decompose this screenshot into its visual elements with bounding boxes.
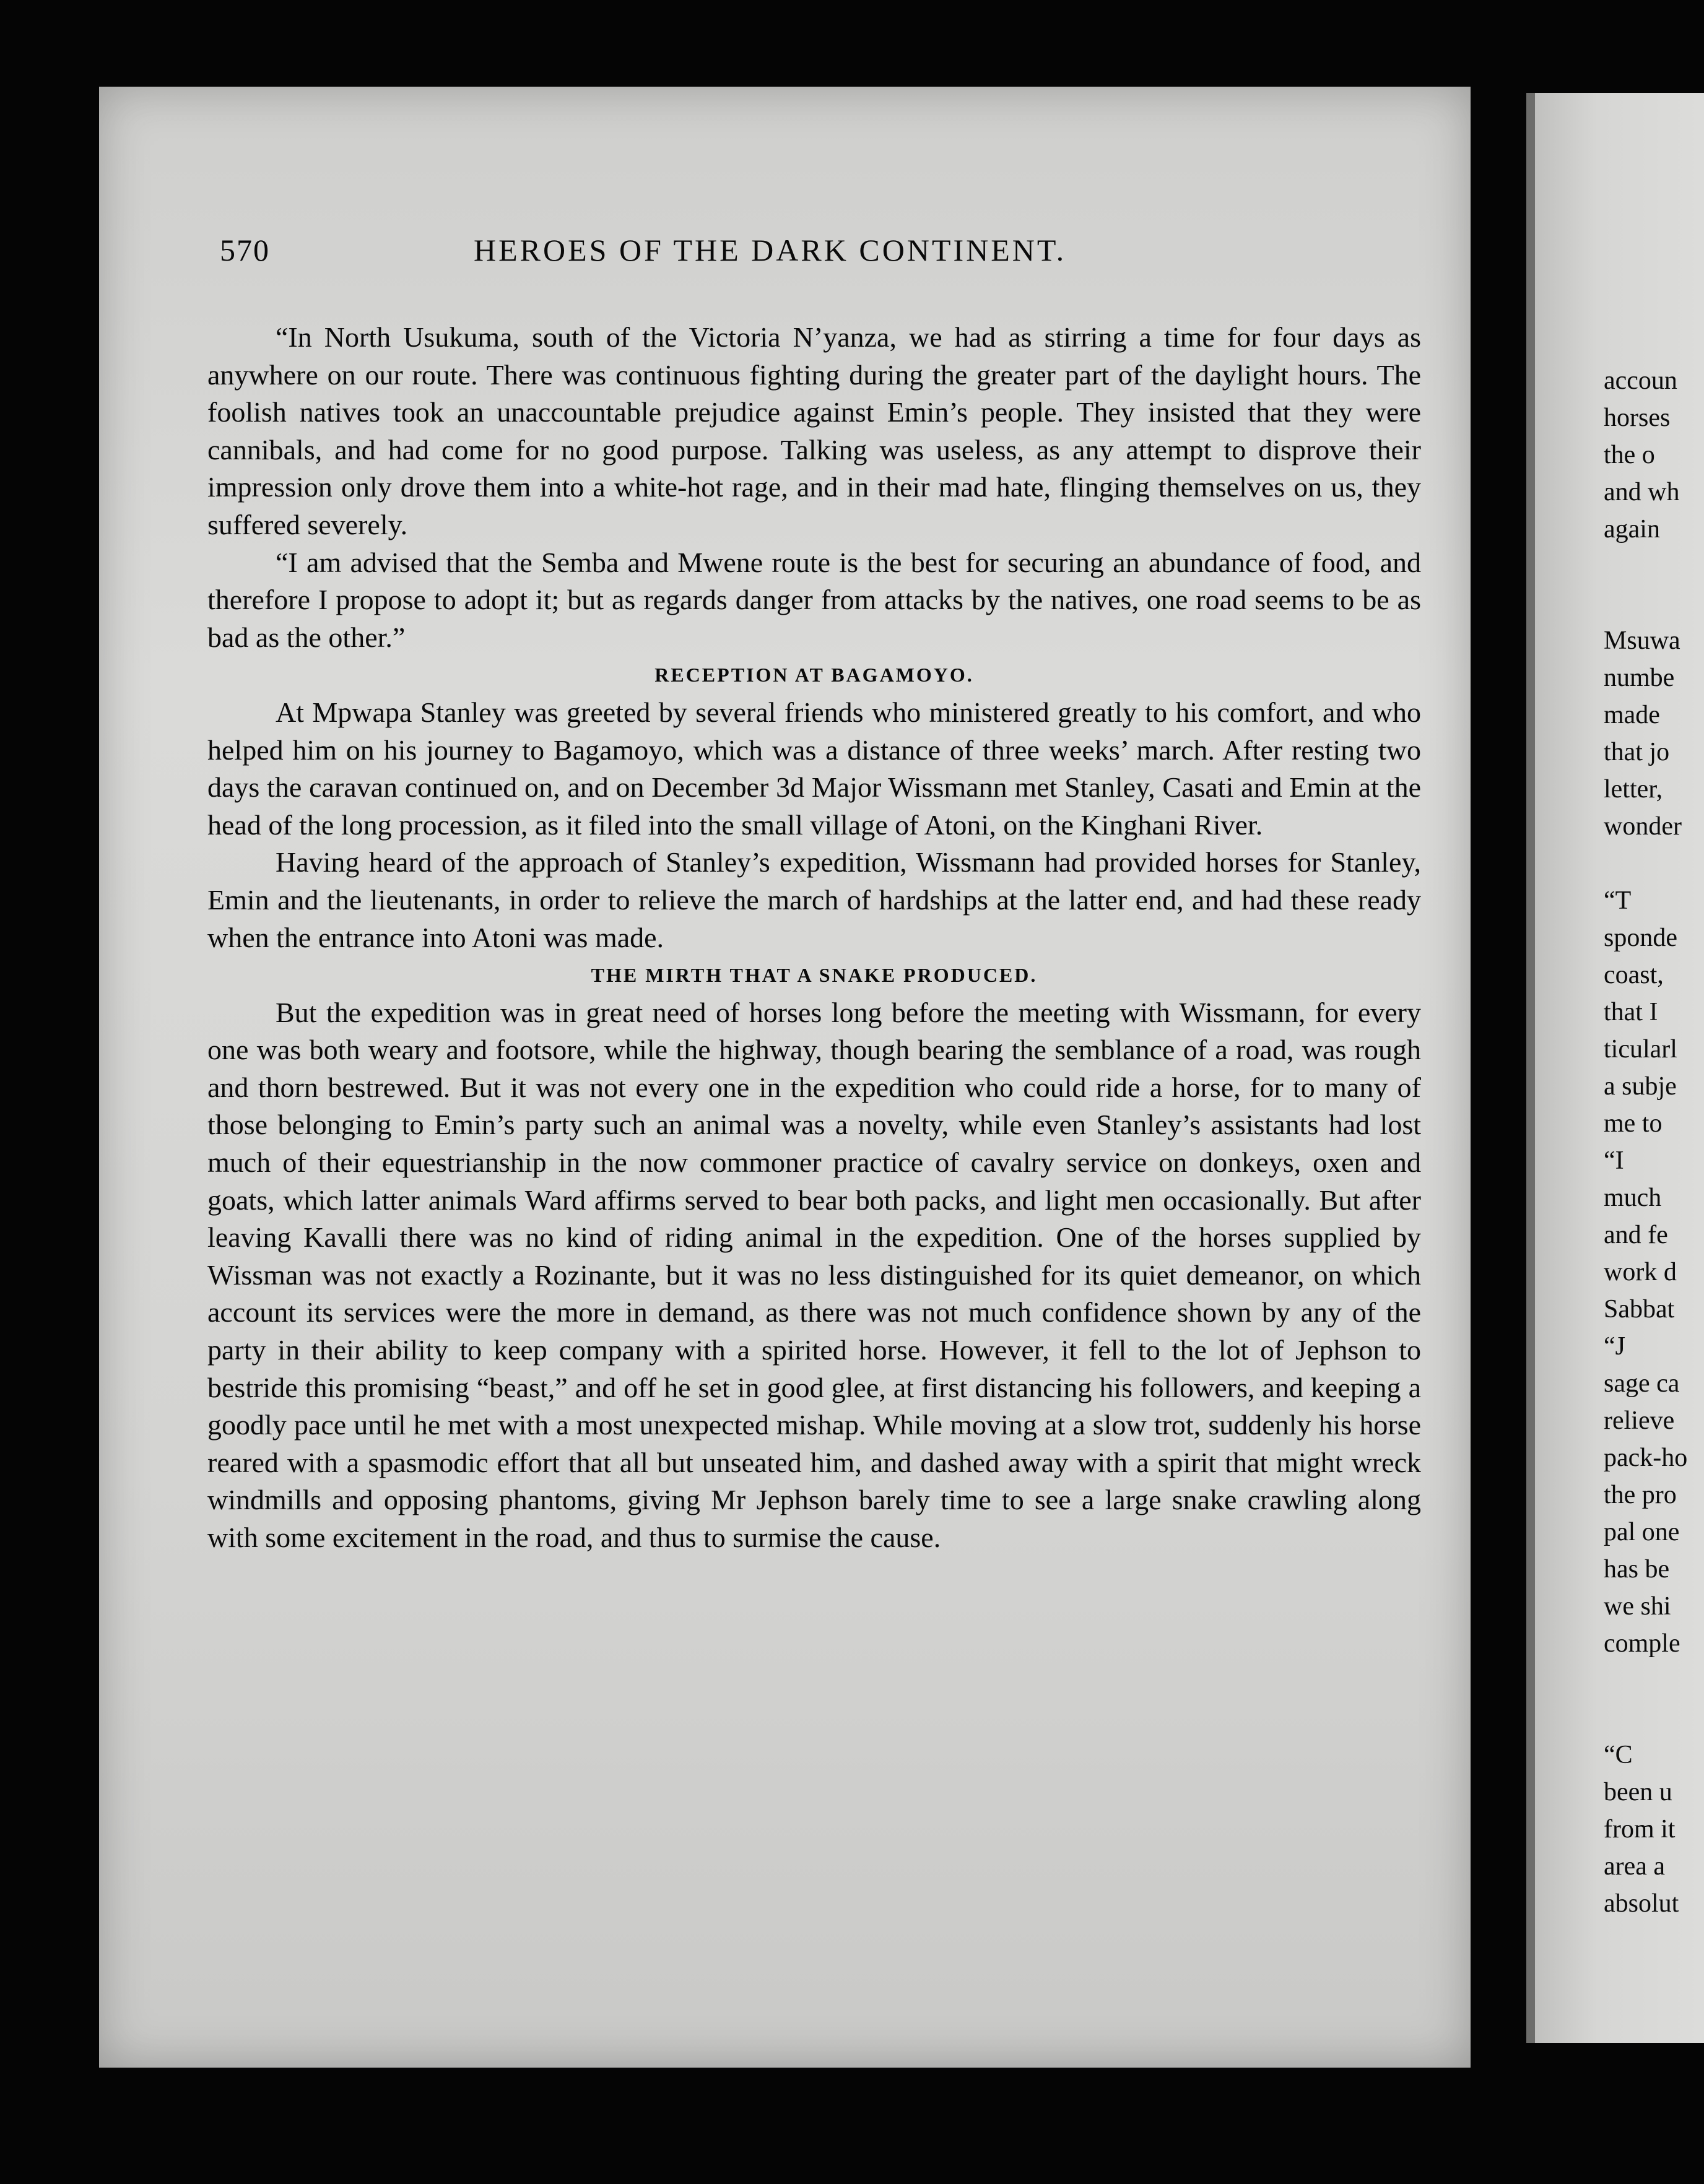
facing-page-line: again: [1604, 515, 1660, 544]
facing-page-line: that jo: [1604, 738, 1670, 766]
section-heading: RECEPTION AT BAGAMOYO.: [654, 664, 974, 687]
facing-page-line: [1604, 845, 1704, 882]
facing-page-line: made: [1604, 701, 1660, 729]
facing-page-line: that I: [1604, 998, 1658, 1026]
facing-page-line: the pro: [1604, 1481, 1677, 1509]
page-header: [220, 232, 1433, 275]
facing-page-line: accoun: [1604, 366, 1677, 395]
facing-page-line: wonder: [1604, 812, 1682, 841]
paragraph: “I am advised that the Semba and Mwene route is the best for securing an abundance of food, and therefore I propose to adopt it; but as regards danger from attacks by the natives, one road seems to be as bad as the other.”: [207, 546, 1421, 653]
paragraph: At Mpwapa Stanley was greeted by several friends who ministered greatly to his comfort, and who helped him on his journey to Bagamoyo, which was a distance of three weeks’ march. After resting two days the caravan continued on, and on December 3d Major Wissmann met Stanley, Casati and Emin at the head of the long procession, as it filed into the small village of Atoni, on the Kinghani River.: [207, 696, 1421, 841]
facing-page-line: we shi: [1604, 1592, 1671, 1621]
facing-page-line: “I: [1604, 1146, 1624, 1175]
paragraph: “In North Usukuma, south of the Victoria N’yanza, we had as stirring a time for four days as anywhere on our route. There was continuous fighting during the greater part of the daylight hours. The foolish natives took an unaccountable prejudice against Emin’s people. They insisted that they were cannibals, and had come for no good purpose. Talking was useless, as any attempt to disprove their impression only drove them into a white-hot rage, and in their mad hate, flinging themselves on us, they suffered severely.: [207, 321, 1421, 540]
facing-page-line: and wh: [1604, 478, 1680, 506]
paragraph: But the expedition was in great need of horses long before the meeting with Wissmann, for every one was both weary and footsore, while the highway, though bearing the semblance of a road, was rough and thorn bestrewed. But it was not every one in the expedition who could ride a horse, for to many of those belonging to Emin’s party such an animal was a novelty, while even Stanley’s assistants had lost much of their equestrianship in the now commoner practice of cavalry service on donkeys, oxen and goats, which latter animals Ward affirms served to bear both packs, and light men occasionally. But after leaving Kavalli there was no kind of riding animal in the expedition. One of the horses supplied by Wissman was not exactly a Rozinante, but it was no less distinguished for its quiet demeanor, on which account its services were the more in demand, as there was not much confidence shown by any of the party in their ability to keep company with a spirited horse. However, it fell to the lot of Jephson to bestride this promising “beast,” and off he set in good glee, at first distancing his followers, and keeping a goodly pace until he met with a most unexpected mishap. While moving at a slow trot, suddenly his horse reared with a spasmodic effort that all but unseated him, and dashed away with a spirit that might wreck windmills and opposing phantoms, giving Mr Jephson barely time to see a large snake crawling along with some excitement in the road, and thus to surmise the cause.: [207, 996, 1421, 1553]
paragraph: Having heard of the approach of Stanley’s expedition, Wissmann had provided horses for Stanley, Emin and the lieutenants, in order to relieve the march of hardships at the latter end, and had these ready when the entrance into Atoni was made.: [207, 846, 1421, 953]
facing-page: [1526, 93, 1704, 2043]
page-number: 570: [220, 233, 270, 267]
facing-page-line: absolut: [1604, 1889, 1679, 1918]
facing-page-line: relieve: [1604, 1406, 1675, 1435]
page-body: [207, 319, 1421, 1557]
facing-page-line: work d: [1604, 1258, 1677, 1286]
facing-page-line: numbe: [1604, 664, 1675, 692]
facing-page-line: sage ca: [1604, 1369, 1680, 1398]
facing-page-line: area a: [1604, 1852, 1666, 1881]
facing-page-line: letter,: [1604, 775, 1663, 804]
section-heading: THE MIRTH THAT A SNAKE PRODUCED.: [591, 964, 1038, 987]
facing-page-line: [1604, 548, 1704, 585]
facing-page-line: Msuwa: [1604, 626, 1680, 655]
facing-page-line: me to: [1604, 1109, 1663, 1138]
facing-page-line: sponde: [1604, 924, 1677, 952]
facing-page-line: ticularl: [1604, 1035, 1677, 1064]
facing-page-line: a subje: [1604, 1072, 1677, 1101]
facing-page-line: been u: [1604, 1778, 1672, 1806]
facing-page-line: Sabbat: [1604, 1295, 1675, 1324]
facing-page-text: [1604, 362, 1704, 1922]
facing-page-line: and fe: [1604, 1221, 1668, 1249]
facing-page-line: “T: [1604, 886, 1632, 915]
facing-page-line: the o: [1604, 441, 1655, 469]
facing-page-line: “J: [1604, 1332, 1625, 1361]
facing-page-line: [1604, 585, 1704, 622]
facing-page-line: “C: [1604, 1741, 1633, 1769]
facing-page-line: pal one: [1604, 1518, 1680, 1546]
facing-page-line: [1604, 1662, 1704, 1699]
facing-page-line: [1604, 1699, 1704, 1736]
running-title: HEROES OF THE DARK CONTINENT.: [474, 233, 1067, 267]
page-gutter: [1526, 93, 1535, 2043]
facing-page-line: has be: [1604, 1555, 1670, 1584]
facing-page-line: pack-ho: [1604, 1444, 1688, 1472]
facing-page-line: comple: [1604, 1629, 1680, 1658]
facing-page-line: horses: [1604, 404, 1671, 432]
facing-page-line: much: [1604, 1184, 1662, 1212]
facing-page-line: from it: [1604, 1815, 1676, 1844]
facing-page-line: coast,: [1604, 961, 1664, 989]
